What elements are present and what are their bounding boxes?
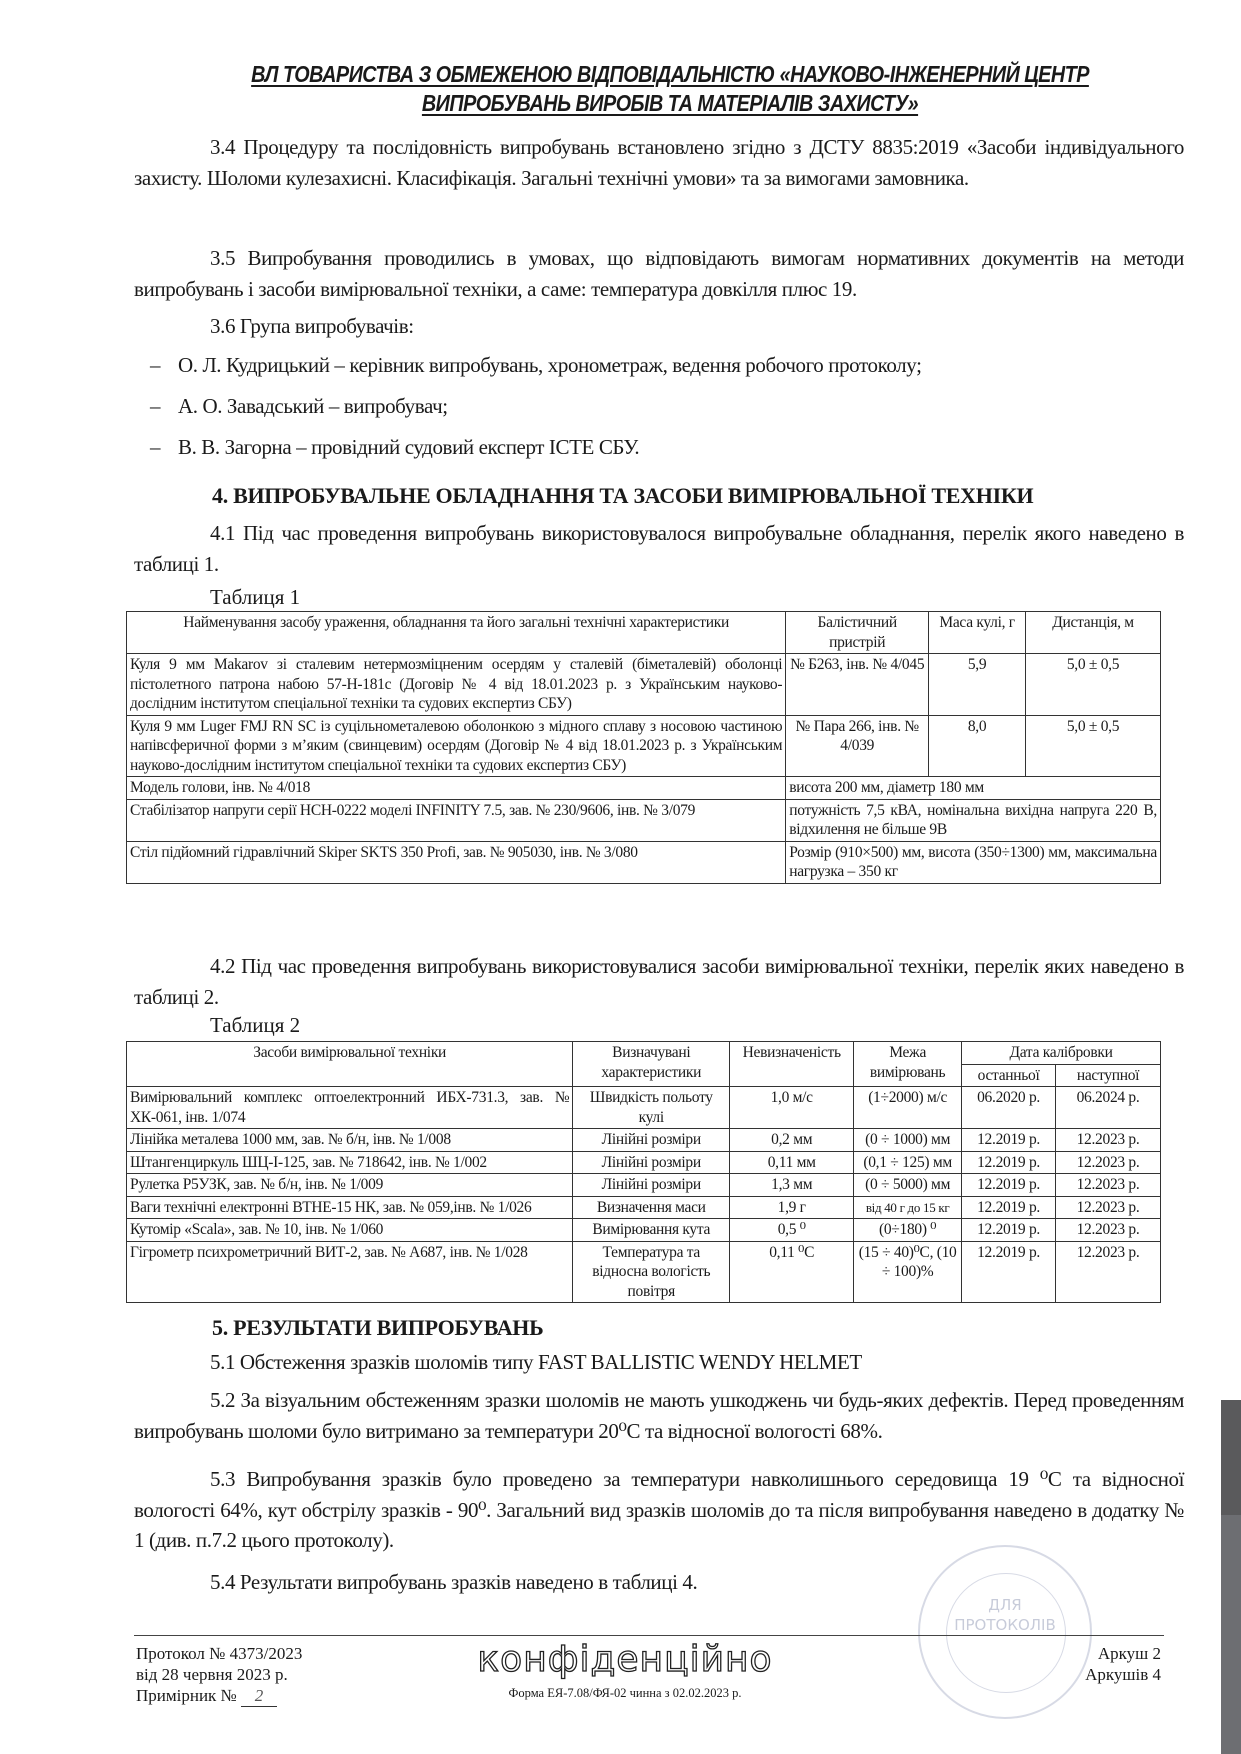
table-row bbox=[127, 777, 1161, 800]
table-row bbox=[127, 799, 1161, 841]
footer-sheet-info bbox=[1085, 1643, 1161, 1685]
table-1-header-name: Найменування засобу ураження, обладнання та його загальні технічні характеристики bbox=[127, 612, 786, 654]
table-row bbox=[127, 1151, 1161, 1174]
cell-instrument: Кутомір «Scala», зав. № 10, інв. № 1/060 bbox=[127, 1219, 573, 1242]
cell-equipment-name: Модель голови, інв. № 4/018 bbox=[127, 777, 786, 800]
cell-last-calibration: 12.2019 р. bbox=[962, 1129, 1056, 1152]
sheets-total: Аркушів 4 bbox=[1085, 1665, 1161, 1684]
table-1-equipment bbox=[126, 611, 1161, 884]
cell-name: Куля 9 мм Makarov зі сталевим нетермозміцненим осердям у сталевій (біметалевій) оболонці пістолетного патрона набою 57-Н-181с (Договір № 4 від 18.01.2023 р. з Українським науково-дослідним інститутом спеціальної техніки та судових експертиз СБУ) bbox=[127, 654, 786, 716]
cell-uncertainty: 0,5 ⁰ bbox=[730, 1219, 854, 1242]
cell-equipment-name: Стіл підйомний гідравлічний Skiper SKTS 350 Profi, зав. № 905030, інв. № 3/080 bbox=[127, 841, 786, 883]
paragraph-5-2 bbox=[134, 1385, 1184, 1446]
cell-uncertainty: 0,2 мм bbox=[730, 1129, 854, 1152]
stamp-line-1: ДЛЯ bbox=[988, 1596, 1022, 1614]
paragraph-5-2-text: 5.2 За візуальним обстеженням зразки шоломів не мають ушкоджень чи будь-яких дефектів. Перед проведенням випробувань шоломи було витримано за температури 20⁰С та відносної вологості 68%. bbox=[134, 1388, 1184, 1443]
cell-range: (0,1 ÷ 125) мм bbox=[854, 1151, 962, 1174]
cell-instrument: Штангенциркуль ШЦ-І-125, зав. № 718642, інв. № 1/002 bbox=[127, 1151, 573, 1174]
cell-range: (0 ÷ 5000) мм bbox=[854, 1174, 962, 1197]
paragraph-3-5 bbox=[134, 243, 1184, 304]
copy-number-line bbox=[136, 1685, 302, 1707]
cell-last-calibration: 06.2020 р. bbox=[962, 1087, 1056, 1129]
header-line-1: ВЛ ТОВАРИСТВА З ОБМЕЖЕНОЮ ВІДПОВІДАЛЬНІСТЮ «НАУКОВО-ІНЖЕНЕРНИЙ ЦЕНТР bbox=[251, 61, 1089, 87]
cell-mass: 5,9 bbox=[929, 654, 1026, 716]
table-row bbox=[127, 1087, 1161, 1129]
cell-uncertainty: 1,0 м/с bbox=[730, 1087, 854, 1129]
tester-name: А. О. Завадський – випробувач; bbox=[178, 394, 448, 418]
cell-characteristic: Вимірювання кута bbox=[573, 1219, 730, 1242]
cell-next-calibration: 12.2023 р. bbox=[1056, 1219, 1161, 1242]
table-row bbox=[127, 1219, 1161, 1242]
cell-characteristic: Лінійні розміри bbox=[573, 1129, 730, 1152]
cell-uncertainty: 1,3 мм bbox=[730, 1174, 854, 1197]
table-2-header-next: наступної bbox=[1056, 1064, 1161, 1087]
cell-last-calibration: 12.2019 р. bbox=[962, 1241, 1056, 1303]
footer-protocol-info bbox=[136, 1643, 302, 1707]
section-4-heading: 4. ВИПРОБУВАЛЬНЕ ОБЛАДНАННЯ ТА ЗАСОБИ ВИМІРЮВАЛЬНОЇ ТЕХНІКИ bbox=[212, 483, 1034, 508]
cell-instrument: Вимірювальний комплекс оптоелектронний ИБХ-731.3, зав. № ХК-061, інв. 1/074 bbox=[127, 1087, 573, 1129]
cell-range: (0÷180) ⁰ bbox=[854, 1219, 962, 1242]
table-1-caption: Таблиця 1 bbox=[210, 585, 301, 609]
stamp-text bbox=[920, 1595, 1090, 1635]
cell-range: (15 ÷ 40)⁰С, (10 ÷ 100)% bbox=[854, 1241, 962, 1303]
tester-list-item: – А. О. Завадський – випробувач; bbox=[150, 394, 448, 418]
official-stamp bbox=[918, 1545, 1092, 1719]
paragraph-4-1-text: 4.1 Під час проведення випробувань використовувалося випробувальне обладнання, перелік якого наведено в таблиці 1. bbox=[134, 521, 1184, 576]
cell-device: № Б263, інв. № 4/045 bbox=[786, 654, 929, 716]
confidential-mark: конфіденційно bbox=[477, 1639, 773, 1680]
table-row bbox=[127, 715, 1161, 777]
table-row bbox=[127, 1241, 1161, 1303]
table-2-instruments bbox=[126, 1041, 1161, 1303]
cell-uncertainty: 1,9 г bbox=[730, 1196, 854, 1219]
cell-range: (1÷2000) м/с bbox=[854, 1087, 962, 1129]
cell-distance: 5,0 ± 0,5 bbox=[1026, 654, 1161, 716]
copy-number-handwritten: 2 bbox=[241, 1685, 277, 1707]
paragraph-5-3-text: 5.3 Випробування зразків було проведено за температури навколишнього середовища 19 ⁰С та відносної вологості 64%, кут обстрілу зразків - 90⁰. Загальний вид зразків шоломів до та після випробування наведено в додатку № 1 (див. п.7.2 цього протоколу). bbox=[134, 1467, 1184, 1552]
cell-range: від 40 г до 15 кг bbox=[854, 1196, 962, 1219]
cell-next-calibration: 12.2023 р. bbox=[1056, 1174, 1161, 1197]
table-1-header-mass: Маса кулі, г bbox=[929, 612, 1026, 654]
table-2-header-last: останньої bbox=[962, 1064, 1056, 1087]
scan-edge-shadow-dark bbox=[1221, 1400, 1241, 1515]
cell-characteristic: Швидкість польоту кулі bbox=[573, 1087, 730, 1129]
paragraph-5-1 bbox=[134, 1347, 1184, 1378]
paragraph-3-4-text: 3.4 Процедуру та послідовність випробувань встановлено згідно з ДСТУ 8835:2019 «Засоби індивідуального захисту. Шоломи кулезахисні. Класифікація. Загальні технічні умови» та за вимогами замовника. bbox=[134, 135, 1184, 190]
cell-uncertainty: 0,11 мм bbox=[730, 1151, 854, 1174]
paragraph-4-2-text: 4.2 Під час проведення випробувань використовувалися засоби вимірювальної техніки, перелік яких наведено в таблиці 2. bbox=[134, 954, 1184, 1009]
table-2-header-characteristic: Визначувані характеристики bbox=[573, 1042, 730, 1087]
cell-equipment-spec: Розмір (910×500) мм, висота (350÷1300) мм, максимальна нагрузка – 350 кг bbox=[786, 841, 1161, 883]
cell-last-calibration: 12.2019 р. bbox=[962, 1151, 1056, 1174]
table-2-header-range: Межа вимірювань bbox=[854, 1042, 962, 1087]
cell-last-calibration: 12.2019 р. bbox=[962, 1196, 1056, 1219]
paragraph-3-5-text: 3.5 Випробування проводились в умовах, що відповідають вимогам нормативних документів на методи випробувань і засоби вимірювальної техніки, а саме: температура довкілля плюс 19. bbox=[134, 246, 1184, 301]
cell-next-calibration: 12.2023 р. bbox=[1056, 1151, 1161, 1174]
cell-instrument: Лінійка металева 1000 мм, зав. № б/н, інв. № 1/008 bbox=[127, 1129, 573, 1152]
cell-name: Куля 9 мм Luger FMJ RN SC із суцільнометалевою оболонкою з мідного сплаву з носовою частиною напівсферичної форми з м’яким (свинцевим) осердям (Договір № 4 від 18.01.2023 р. з Українським науково-дослідним інститутом спеціальної техніки та судових експертиз СБУ) bbox=[127, 715, 786, 777]
cell-uncertainty: 0,11 ⁰С bbox=[730, 1241, 854, 1303]
copy-label: Примірник № bbox=[136, 1686, 237, 1705]
paragraph-4-1 bbox=[134, 518, 1184, 579]
table-1-header-device: Балістичний пристрій bbox=[786, 612, 929, 654]
table-row bbox=[127, 654, 1161, 716]
section-5-heading: 5. РЕЗУЛЬТАТИ ВИПРОБУВАНЬ bbox=[212, 1315, 544, 1340]
cell-instrument: Гігрометр психрометричний ВИТ-2, зав. № А687, інв. № 1/028 bbox=[127, 1241, 573, 1303]
table-2-header-uncertainty: Невизначеність bbox=[730, 1042, 854, 1087]
cell-next-calibration: 12.2023 р. bbox=[1056, 1196, 1161, 1219]
cell-characteristic: Лінійні розміри bbox=[573, 1174, 730, 1197]
cell-device: № Пара 266, інв. № 4/039 bbox=[786, 715, 929, 777]
cell-distance: 5,0 ± 0,5 bbox=[1026, 715, 1161, 777]
form-reference: Форма ЕЯ-7.08/ФЯ-02 чинна з 02.02.2023 р. bbox=[508, 1686, 742, 1700]
cell-equipment-name: Стабілізатор напруги серії НСН-0222 моделі INFINITY 7.5, зав. № 230/9606, інв. № 3/079 bbox=[127, 799, 786, 841]
paragraph-4-2 bbox=[134, 951, 1184, 1012]
tester-list-item: – В. В. Загорна – провідний судовий експерт ІСТЕ СБУ. bbox=[150, 435, 640, 459]
cell-next-calibration: 12.2023 р. bbox=[1056, 1129, 1161, 1152]
cell-characteristic: Лінійні розміри bbox=[573, 1151, 730, 1174]
table-2-header-instrument: Засоби вимірювальної техніки bbox=[127, 1042, 573, 1087]
paragraph-3-6 bbox=[134, 311, 1184, 342]
tester-name: О. Л. Кудрицький – керівник випробувань, хронометраж, ведення робочого протоколу; bbox=[178, 353, 922, 377]
footer-confidential-block bbox=[470, 1640, 780, 1701]
table-row bbox=[127, 841, 1161, 883]
document-header bbox=[223, 60, 1117, 118]
header-line-2: ВИПРОБУВАНЬ ВИРОБІВ ТА МАТЕРІАЛІВ ЗАХИСТУ» bbox=[421, 90, 919, 116]
cell-instrument: Ваги технічні електронні ВТНЕ-15 НК, зав. № 059,інв. № 1/026 bbox=[127, 1196, 573, 1219]
stamp-line-2: ПРОТОКОЛІВ bbox=[954, 1616, 1056, 1634]
protocol-number: Протокол № 4373/2023 bbox=[136, 1644, 303, 1663]
paragraph-5-1-text: 5.1 Обстеження зразків шоломів типу FAST BALLISTIC WENDY HELMET bbox=[210, 1350, 862, 1374]
sheet-number: Аркуш 2 bbox=[1097, 1644, 1161, 1663]
paragraph-5-3 bbox=[134, 1464, 1184, 1556]
cell-characteristic: Визначення маси bbox=[573, 1196, 730, 1219]
cell-next-calibration: 12.2023 р. bbox=[1056, 1241, 1161, 1303]
table-2-caption: Таблиця 2 bbox=[210, 1013, 301, 1037]
cell-characteristic: Температура та відносна вологість повітря bbox=[573, 1241, 730, 1303]
protocol-date: від 28 червня 2023 р. bbox=[136, 1665, 288, 1684]
table-row bbox=[127, 1196, 1161, 1219]
tester-name: В. В. Загорна – провідний судовий експерт ІСТЕ СБУ. bbox=[178, 435, 640, 459]
tester-list-item: – О. Л. Кудрицький – керівник випробувань, хронометраж, ведення робочого протоколу; bbox=[150, 353, 922, 377]
paragraph-5-4-text: 5.4 Результати випробувань зразків наведено в таблиці 4. bbox=[210, 1570, 698, 1594]
cell-mass: 8,0 bbox=[929, 715, 1026, 777]
cell-instrument: Рулетка Р5УЗК, зав. № б/н, інв. № 1/009 bbox=[127, 1174, 573, 1197]
cell-equipment-spec: висота 200 мм, діаметр 180 мм bbox=[786, 777, 1161, 800]
table-row bbox=[127, 1129, 1161, 1152]
paragraph-3-6-text: 3.6 Група випробувачів: bbox=[210, 314, 414, 338]
cell-equipment-spec: потужність 7,5 кВА, номінальна вихідна напруга 220 В, відхилення не більше 9В bbox=[786, 799, 1161, 841]
cell-last-calibration: 12.2019 р. bbox=[962, 1174, 1056, 1197]
cell-last-calibration: 12.2019 р. bbox=[962, 1219, 1056, 1242]
cell-next-calibration: 06.2024 р. bbox=[1056, 1087, 1161, 1129]
paragraph-3-4 bbox=[134, 132, 1184, 193]
cell-range: (0 ÷ 1000) мм bbox=[854, 1129, 962, 1152]
table-1-header-distance: Дистанція, м bbox=[1026, 612, 1161, 654]
footer-divider bbox=[134, 1635, 1164, 1636]
table-row bbox=[127, 1174, 1161, 1197]
table-2-header-calibration: Дата калібровки bbox=[962, 1042, 1161, 1065]
